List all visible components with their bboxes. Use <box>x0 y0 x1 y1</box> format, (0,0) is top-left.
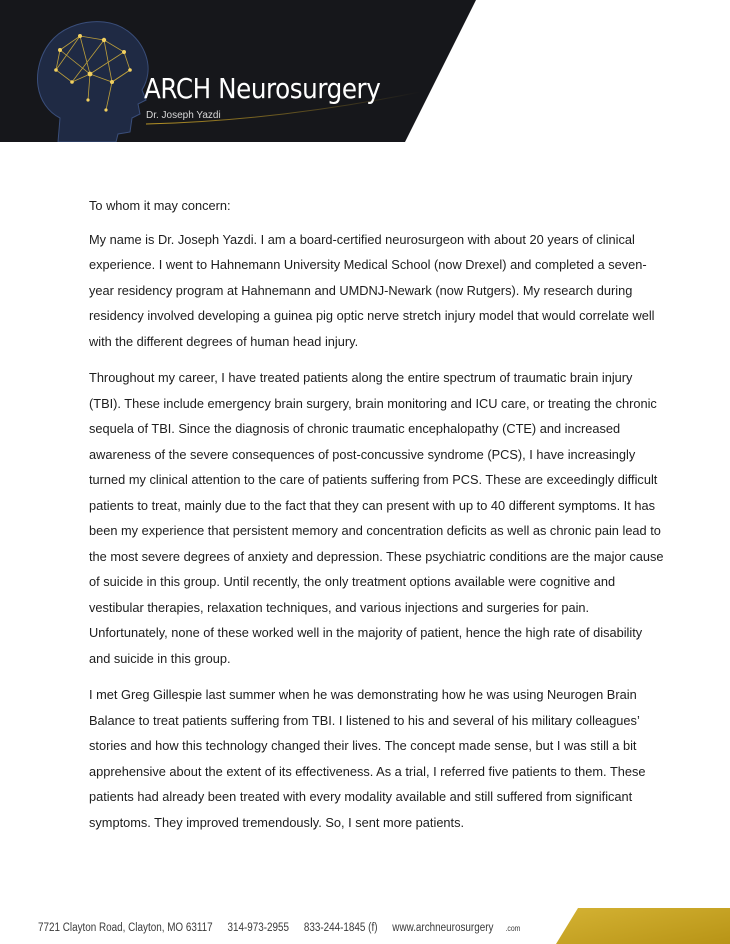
paragraph-introduction: My name is Dr. Joseph Yazdi. I am a board-certified neurosurgeon with about 20 years of clinical experience. I went to Hahnemann University Medical School (now Drexel) and completed a seven-year residency program at Hahnemann and UMDNJ-Newark (now Rutgers). My research during residency involved developing a guinea pig optic nerve stretch injury model that would correlate well with the different degrees of human head injury. <box>89 231 655 349</box>
letterhead <box>0 0 730 142</box>
footer-phone: 314-973-2955 <box>227 922 290 934</box>
paragraph-career: Throughout my career, I have treated patients along the entire spectrum of traumatic brain injury (TBI). These include emergency brain surgery, brain monitoring and ICU care, or treating the chronic sequela of TBI. Since the diagnosis of chronic traumatic encephalopathy (CTE) and increased awareness of the severe consequences of post-concussive syndrome (PCS), I have increasingly turned my clinical attention to the care of patients suffering from PCS. These are exceedingly difficult patients to treat, mainly due to the fact that they can present with up to 40 different symptoms. It has been my experience that persistent memory and concentration deficits as well as chronic pain lead to the most severe degrees of anxiety and depression. These psychiatric conditions are the major cause of suicide in this group. Until recently, the only treatment options available were cognitive and vestibular therapies, relaxation techniques, and various injections and surgeries for pain. Unfortunately, none of these worked well in the majority of patient, hence the high rate of disability and suicide in this group. <box>89 370 664 666</box>
doctor-name: Dr. Joseph Yazdi <box>146 110 221 121</box>
brand-name: ARCH Neurosurgery <box>144 72 381 105</box>
paragraph-neurogen: I met Greg Gillespie last summer when he was demonstrating how he was using Neurogen Brain Balance to treat patients suffering from TBI. I listened to his and several of his military colleagues’ stories and how this technology changed their lives. The concept made sense, but I was still a bit apprehensive about the extent of its effectiveness. As a trial, I referred five patients to them. These patients had already been treated with every modality available and still suffered from significant symptoms. They improved tremendously. So, I sent more patients. <box>89 687 646 830</box>
footer-fax: 833-244-1845 (f) <box>303 922 378 934</box>
footer-website-tld: .com <box>505 924 521 933</box>
salutation: To whom it may concern: <box>89 198 231 213</box>
footer-website-main: www.archneurosurgery <box>392 922 494 934</box>
footer-address: 7721 Clayton Road, Clayton, MO 63117 <box>38 922 213 934</box>
letter-body <box>89 193 664 846</box>
footer-website[interactable] <box>392 922 532 934</box>
letterhead-banner <box>0 0 730 142</box>
footer-contact <box>38 922 544 934</box>
